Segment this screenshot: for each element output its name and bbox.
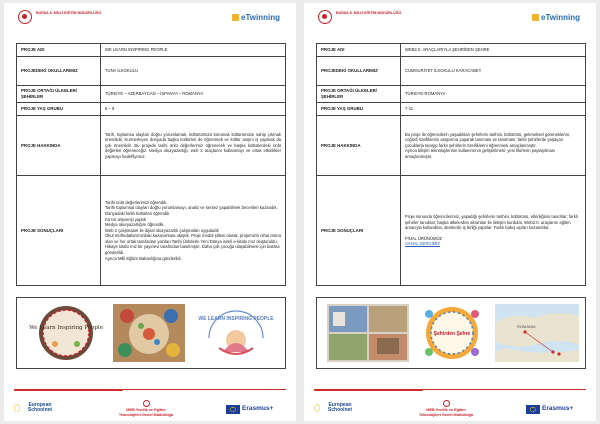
- meb-label: MEB Yenilik ve Eğitim Teknolojileri Genel Müdürlüğü: [418, 408, 474, 417]
- stars-icon: [314, 404, 320, 412]
- badge-text: Şehirden Şehre: [433, 331, 471, 337]
- european-schoolnet-logo: [320, 403, 360, 414]
- etwinning-label: eTwinning: [541, 13, 580, 22]
- etwinning-label: eTwinning: [241, 13, 280, 22]
- badge-text: We Learn Inspiring People: [29, 325, 103, 331]
- photo-map: [495, 304, 579, 362]
- eu-flag-icon: [226, 405, 240, 414]
- value-results: Proje sonunda öğrencilerimiz, yaşadığı şehirlerin tarihini, kültürünü, etkinliğinin tanıdılar; farklı şehirler tanıdılar; başka ülkelerden akranları ile iletişim kurdular. Web2.0. araçlarını eğitim amacıyla kullandılar, derslerde iş birliği yaptılar. Farklı bakış açıları kazandılar.: [405, 214, 578, 231]
- page-header: [304, 3, 596, 37]
- value-schools: CUMHURİYET İLKOKULU KARACABEY: [401, 57, 586, 86]
- etwinning-icon: [232, 14, 239, 21]
- value-age-group: 7-11: [401, 103, 586, 116]
- etwinning-logo: [232, 13, 280, 22]
- meb-label: MEB Yenilik ve Eğitim Teknolojileri Genel Müdürlüğü: [118, 408, 174, 417]
- value-project-name: WEB2.0. ARAÇLARIYLA ŞEHRİDEN ŞEHRE: [401, 44, 586, 57]
- value-about: Bu proje ile öğrencilerin yaşadıkları şehirlerin tarihini, kültürünü, geleneksel göreneklerini, coğrafi özelliklerini araştırma yaparak tanıması ve tanıtması; farklı şehirlerde yaşayan çocuklarla tanışıp farklı şehirlerin özelliklerini öğrenmesi amaçlanmıştır. Ayrıca bilişim teknolojilerinin kullanımının geliştirilmesi; yeni fikirlerin paylaşılması amaçlanmıştır.: [401, 116, 586, 176]
- right-page: [304, 3, 596, 421]
- left-page: [4, 3, 296, 421]
- value-results: Tarihi ünlü değerlerimizi öğrendik. Tarihi toplumsal olayları doğru yorumlamayı, analiz ve sentez yapabilmek becerileri kazandık. Dünyadaki farklı kültürleri öğrendik Kü tür alışverişi yaptık Medya okuryazarlığını öğrendik. Web 2 çalışmaları ile dijital okuryazarlık çalışmaları uyguladık Okul müfredatlarımızdaki kazanımlara ulaştık. Proje modül şiltesi olarak, projemizin nihai ürünü olan ve her ortak tarafından yazılan Tarihi Ünlülerle Yeni Dünya isimli e-kitabı mız oluşturuldu. Hikaye kitabı mız bir yayınevi tarafından basılmıştır. Daha çok çocuğa ulaşabilmesi için basma gönderildi. Ayrıca Milli Eğitim Bakanlığına gönderildi.: [101, 176, 286, 286]
- label-age-group: PROJE YAŞ GRUBU: [17, 103, 101, 116]
- etwinning-icon: [532, 14, 539, 21]
- org-name: BURSA İL MİLLİ EĞİTİM MÜDÜRLÜĞÜ: [336, 11, 402, 15]
- page-header: [4, 3, 296, 37]
- label-results: PROJE SONUÇLARI: [317, 176, 401, 286]
- label-schools: PROJEDEKİ OKULLARIMIZ: [17, 57, 101, 86]
- footer-divider: [14, 389, 286, 390]
- value-age-group: 6 – 9: [101, 103, 286, 116]
- eu-flag-icon: [526, 405, 540, 414]
- meb-logo: [416, 400, 476, 417]
- erasmus-label: Erasmus+: [542, 405, 574, 412]
- project-logo: [198, 304, 274, 362]
- label-about: PROJE HAKKINDA: [17, 116, 101, 176]
- value-project-name: WE LEARN INSPIRING PEOPLE: [101, 44, 286, 57]
- label-project-name: PROJE ADI: [317, 44, 401, 57]
- map-label: ROMANIA: [517, 324, 536, 329]
- virtual-exhibition-link[interactable]: SANAL SERGİMİZ: [405, 241, 440, 247]
- erasmus-label: Erasmus+: [242, 405, 274, 412]
- page-footer: [4, 399, 296, 419]
- project-info-table: [16, 43, 286, 286]
- project-photos: [316, 297, 586, 369]
- label-countries: PROJE ORTAĞI ÜLKELER/ŞEHİRLER: [317, 86, 401, 103]
- final-product-label: FİNAL ÜRÜNÜMÜZ: [405, 235, 443, 241]
- label-results: PROJE SONUÇLARI: [17, 176, 101, 286]
- schoolnet-label: European Schoolnet: [327, 402, 353, 414]
- etwinning-logo: [532, 13, 580, 22]
- schoolnet-label: European Schoolnet: [27, 402, 53, 414]
- logo-text: WE LEARN INSPIRING PEOPLE: [198, 316, 274, 322]
- label-age-group: PROJE YAŞ GRUBU: [317, 103, 401, 116]
- value-about: Tarih, toplumsa olayları doğru yorumlamak, kültürümüzü korumak kültürümüze sahip çıkmak önemlidir. Kurmerleyen dünyada başka kültürleri de öğrenmek ve kültür atışını iş yapmak da çok önemlidir. Bu projede tarihi ünlü değerlerimiz öğrenecek ve başka kültürlerdeki ünlü değerleri öğreneceğiz. Medya okuryazarlığı, web 2 araçlarını kullanmayı ve ortak etkinlikler yapmayı hedefliyoruz.: [101, 116, 286, 176]
- value-countries: TÜRKİYE – AZERBAYCAN – İSPANYA – ROMANYA: [101, 86, 286, 103]
- meb-emblem-icon: [18, 10, 32, 24]
- results-cell: [401, 176, 586, 286]
- meb-emblem-icon: [443, 400, 450, 407]
- label-schools: PROJEDEKİ OKULLARIMIZ: [317, 57, 401, 86]
- project-photos: [16, 297, 286, 369]
- org-name: BURSA İL MİLLİ EĞİTİM MÜDÜRLÜĞÜ: [36, 11, 102, 15]
- european-schoolnet-logo: [20, 403, 60, 414]
- meb-logo: [116, 400, 176, 417]
- photo-badge: [29, 304, 103, 362]
- project-info-table: [316, 43, 586, 286]
- meb-emblem-icon: [318, 10, 332, 24]
- photo-students: [113, 304, 185, 362]
- label-countries: PROJE ORTAĞI ÜLKELER/ŞEHİRLER: [17, 86, 101, 103]
- label-project-name: PROJE ADI: [17, 44, 101, 57]
- label-about: PROJE HAKKINDA: [317, 116, 401, 176]
- page-footer: [304, 399, 596, 419]
- value-countries: TÜRKİYE-ROMANYA: [401, 86, 586, 103]
- value-schools: TUNA İLKOKULU: [101, 57, 286, 86]
- stars-icon: [14, 404, 20, 412]
- meb-emblem-icon: [143, 400, 150, 407]
- footer-divider: [314, 389, 586, 390]
- photo-collage: [327, 304, 409, 362]
- photo-clock-logo: [417, 304, 487, 362]
